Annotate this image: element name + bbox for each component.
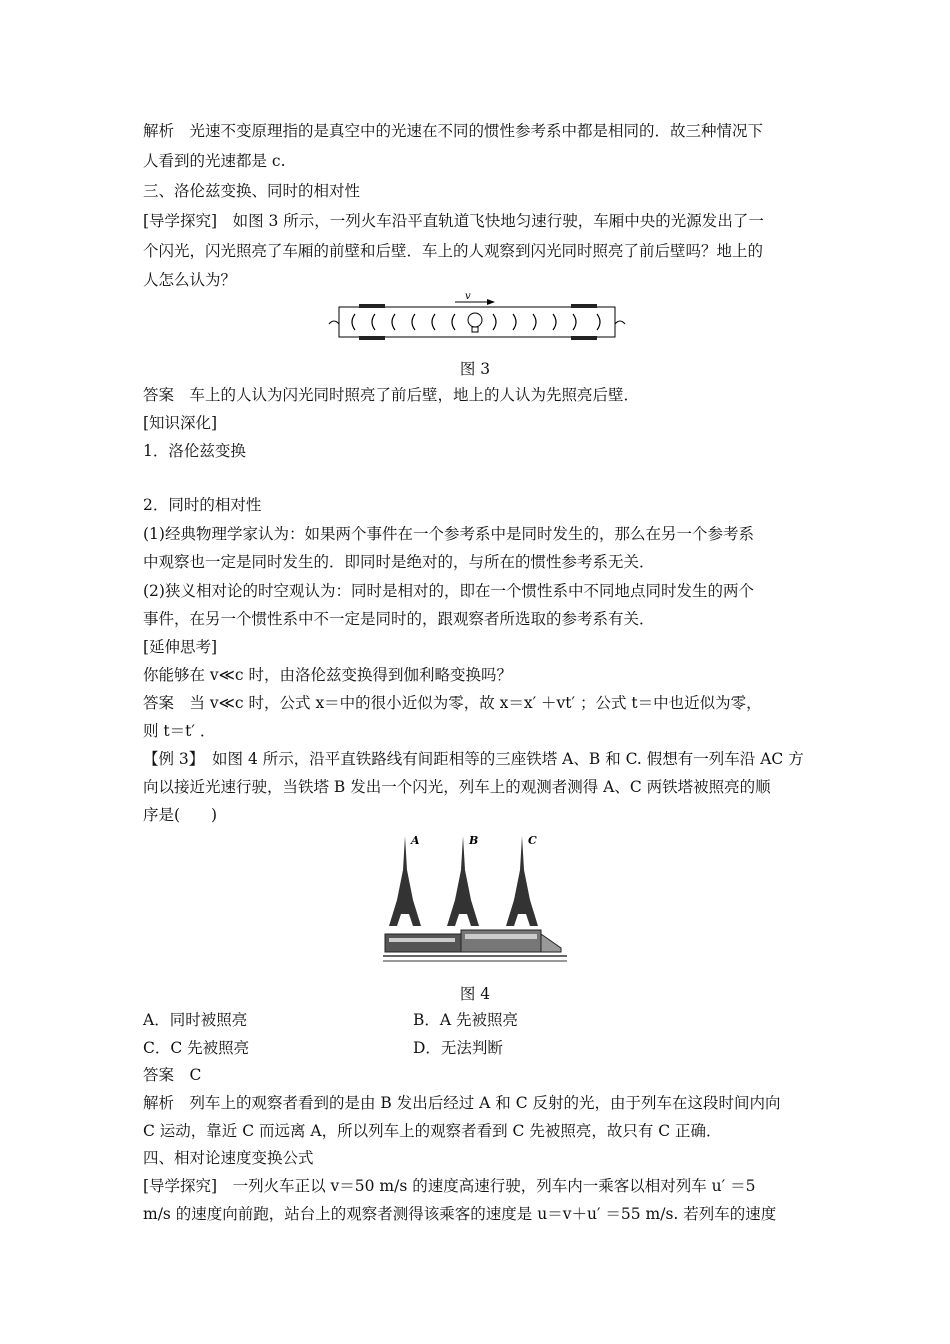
option-d[interactable]: D．无法判断 [413, 1039, 503, 1057]
tower-b-icon [447, 836, 479, 926]
figure-4-towers [383, 830, 569, 968]
velocity-label: v [465, 291, 471, 302]
text-line: 向以接近光速行驶，当铁塔 B 发出一个闪光，列车上的观测者测得 A、C 两铁塔被照亮的顺 [143, 778, 771, 796]
figure-4-caption: 图 4 [459, 985, 491, 1003]
figure-3-train [315, 290, 645, 352]
tower-a-icon [389, 836, 421, 926]
tower-label-b: B [469, 834, 479, 847]
text-line: (2)狭义相对论的时空观认为：同时是相对的，即在一个惯性系中不同地点同时发生的两个 [143, 582, 754, 600]
text-line: 中观察也一定是同时发生的．即同时是绝对的，与所在的惯性参考系无关． [143, 553, 655, 571]
tower-label-c: C [528, 834, 537, 847]
text-line: [导学探究] 一列火车正以 v＝50 m/s 的速度高速行驶，列车内一乘客以相对列车 u′ ＝5 [143, 1177, 756, 1195]
text-line: [知识深化] [143, 414, 218, 432]
text-line: 则 t＝t′ ． [143, 722, 216, 740]
answer-line: 答案 C [143, 1066, 202, 1084]
option-b[interactable]: B．A 先被照亮 [413, 1011, 519, 1029]
text-line: 人怎么认为？ [143, 271, 237, 289]
section-heading: 三、洛伦兹变换、同时的相对性 [143, 182, 361, 200]
example-line: 【例 3】 如图 4 所示，沿平直铁路线有间距相等的三座铁塔 A、B 和 C. 假想有一列车沿 AC 方 [143, 750, 804, 768]
train-icon [383, 930, 567, 961]
tower-label-a: A [411, 834, 420, 847]
answer-line: 答案 当 v≪c 时，公式 x＝中的很小近似为零，故 x＝x′ ＋vt′ ；公式 t＝中也近似为零， [143, 694, 762, 712]
text-line: 序是( ) [143, 806, 218, 824]
text-line: [导学探究] 如图 3 所示，一列火车沿平直轨道飞快地匀速行驶，车厢中央的光源发出了一 [143, 212, 764, 230]
option-c[interactable]: C．C 先被照亮 [143, 1039, 250, 1057]
answer-line: 答案 车上的人认为闪光同时照亮了前后壁，地上的人认为先照亮后壁． [143, 386, 640, 404]
text-line: 你能够在 v≪c 时，由洛伦兹变换得到伽利略变换吗？ [143, 666, 513, 684]
figure-3-caption: 图 3 [459, 360, 491, 378]
text-line: C 运动，靠近 C 而远离 A，所以列车上的观察者看到 C 先被照亮，故只有 C 正确． [143, 1122, 722, 1140]
text-line: 2．同时的相对性 [143, 496, 262, 514]
text-line: 事件，在另一个惯性系中不一定是同时的，跟观察者所选取的参考系有关． [143, 610, 655, 628]
text-line: 1．洛伦兹变换 [143, 442, 246, 460]
text-line: 解析 列车上的观察者看到的是由 B 发出后经过 A 和 C 反射的光，由于列车在这段时间内向 [143, 1094, 781, 1112]
section-heading: 四、相对论速度变换公式 [143, 1149, 314, 1167]
tower-c-icon [506, 836, 538, 926]
text-line: 人看到的光速都是 c. [143, 152, 286, 170]
text-line: (1)经典物理学家认为：如果两个事件在一个参考系中是同时发生的，那么在另一个参考系 [143, 525, 754, 543]
text-line: 个闪光，闪光照亮了车厢的前壁和后壁．车上的人观察到闪光同时照亮了前后壁吗？地上的 [143, 242, 764, 260]
text-line: 解析 光速不变原理指的是真空中的光速在不同的惯性参考系中都是相同的．故三种情况下 [143, 122, 764, 140]
text-line: m/s 的速度向前跑，站台上的观察者测得该乘客的速度是 u＝v＋u′ ＝55 m/s. 若列车的速度 [143, 1205, 777, 1223]
option-a[interactable]: A．同时被照亮 [143, 1011, 248, 1029]
text-line: [延伸思考] [143, 638, 218, 656]
